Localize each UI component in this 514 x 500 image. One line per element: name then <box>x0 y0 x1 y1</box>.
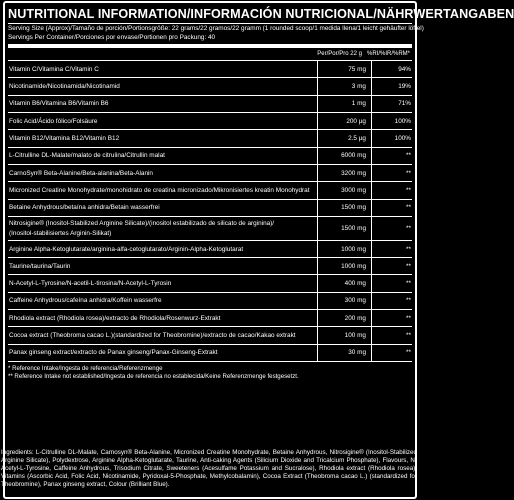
column-divider <box>371 148 372 164</box>
column-divider <box>371 310 372 326</box>
footnotes <box>8 365 412 381</box>
nutrient-name: Caffeine Anhydrous/cafeína anhidra/Koffein wasserfre <box>9 297 162 305</box>
nutrient-amount: 400 mg <box>344 280 366 288</box>
table-row <box>8 240 412 257</box>
nutrient-amount: 3 mg <box>351 83 366 91</box>
column-divider <box>317 327 318 343</box>
nutrient-name: Rhodiola extract (Rhodiola rosea)/extracto de Rhodiola/Rosenwurz-Extrakt <box>9 314 221 322</box>
column-divider <box>317 200 318 216</box>
column-divider <box>317 310 318 326</box>
nutrient-amount: 3200 mg <box>341 169 366 177</box>
table-row <box>8 181 412 198</box>
table-row <box>8 292 412 309</box>
table-row <box>8 129 412 146</box>
nutrient-name: N-Acetyl-L-Tyrosine/N-acetil-L-tirosina/N-Acetyl-L-Tyrosin <box>9 280 172 288</box>
column-divider <box>317 130 318 146</box>
nutrient-percent: ** <box>406 314 411 322</box>
nutrient-amount: 75 mg <box>348 65 366 73</box>
column-divider <box>371 293 372 309</box>
nutrient-table <box>8 60 412 361</box>
nutrient-name: Vitamin B12/Vitamina B12/Vitamin B12 <box>9 135 120 143</box>
nutrient-amount: 300 mg <box>344 297 366 305</box>
nutrient-percent: 19% <box>398 83 411 91</box>
column-divider <box>317 345 318 361</box>
nutrient-amount: 30 mg <box>348 349 366 357</box>
footnote-not-established: ** Reference Intake not established/Ingesta de referencia no establecida/Keine Referenzmenge festgesetzt. <box>8 373 299 381</box>
nutrient-amount: 100 mg <box>344 331 366 339</box>
column-divider <box>371 275 372 291</box>
nutrient-amount: 2.5 µg <box>348 135 366 143</box>
nutrient-percent: ** <box>406 169 411 177</box>
column-divider <box>371 96 372 112</box>
nutrient-name: Arginine Alpha-Ketoglutarate/arginina-alfa-cetoglutarato/Arginin-Alpha-Ketoglutarat <box>9 245 244 253</box>
column-divider <box>317 78 318 94</box>
column-divider <box>317 113 318 129</box>
column-divider <box>371 327 372 343</box>
nutrient-amount: 1500 mg <box>341 224 366 232</box>
column-divider <box>317 241 318 257</box>
nutrient-name: Vitamin C/Vitamina C/Vitamin C <box>9 65 99 73</box>
nutrient-percent: ** <box>406 204 411 212</box>
column-divider <box>317 96 318 112</box>
column-divider <box>371 78 372 94</box>
footnote-ri: * Reference Intake/Ingesta de referencia/Referenzmenge <box>8 364 163 372</box>
column-divider <box>317 293 318 309</box>
serving-size: Serving Size (Approx)/Tamaño de porción/Portionsgröße: 22 grams/22 gramos/22 gramm (1 rounded scoop/1 medida llena/1 leicht gehäufter löffel) <box>8 25 424 32</box>
per-portion-header: Per/Por/Pro 22 g <box>317 51 362 58</box>
nutrient-name: L-Citrulline DL-Malate/malato de citrulina/Citrullin malat <box>9 152 165 160</box>
thick-divider <box>8 44 412 48</box>
nutrient-amount: 3000 mg <box>341 186 366 194</box>
nutrient-name: Nitrosigine® (Inositol-Stabilized Arginine Silicate)/(inositol estabilizado de silicato de arginina)/ <box>9 219 275 227</box>
column-divider <box>317 182 318 198</box>
column-divider <box>371 345 372 361</box>
column-divider <box>317 148 318 164</box>
column-divider <box>371 61 372 77</box>
table-row <box>8 147 412 164</box>
nutrient-percent: 100% <box>394 135 411 143</box>
nutrient-name: Vitamin B6/Vitamina B6/Vitamin B6 <box>9 100 109 108</box>
table-row <box>8 199 412 216</box>
nutrient-name: Cocoa extract (Theobroma cacao L.)(standardized for Theobromine)/extracto de cacao/Kakao extrakt <box>9 331 296 339</box>
table-header <box>8 49 412 60</box>
table-row <box>8 77 412 94</box>
nutrient-percent: 71% <box>398 100 411 108</box>
nutrient-name: Taurine/taurina/Taurin <box>9 262 71 270</box>
column-divider <box>371 258 372 274</box>
table-bottom-rule <box>8 361 412 362</box>
table-row <box>8 60 412 77</box>
nutrient-percent: ** <box>406 152 411 160</box>
table-row <box>8 326 412 343</box>
divider <box>8 23 412 24</box>
nutrient-amount: 1000 mg <box>341 262 366 270</box>
nutrient-percent: ** <box>406 297 411 305</box>
nutrient-percent: ** <box>406 245 411 253</box>
nutrient-percent: ** <box>406 349 411 357</box>
nutrient-percent: 100% <box>394 117 411 125</box>
nutrient-name-continued: (Inositol-stabilisiertes Arginin-Silikat) <box>9 229 112 237</box>
table-row <box>8 112 412 129</box>
nutrient-percent: ** <box>406 224 411 232</box>
nutrient-amount: 1 mg <box>351 100 366 108</box>
table-row <box>8 164 412 181</box>
nutrition-panel <box>3 1 514 499</box>
nutrient-name: Micronized Creatine Monohydrate/monohidrato de creatina micronizado/Mikronisiertes kreatin Monohydrat <box>9 186 310 194</box>
column-divider <box>371 200 372 216</box>
nutrient-percent: ** <box>406 186 411 194</box>
table-row <box>8 274 412 291</box>
servings-per-container: Servings Per Container/Porciones por envase/Portionen pro Packung: 40 <box>8 33 216 41</box>
table-row <box>8 216 412 240</box>
table-row <box>8 95 412 112</box>
column-divider <box>317 61 318 77</box>
table-row <box>8 257 412 274</box>
nutrient-name: Panax ginseng extract/extracto de Panax ginseng/Panax-Ginseng-Extrakt <box>9 349 218 357</box>
panel-title: NUTRITIONAL INFORMATION/INFORMACIÓN NUTRICIONAL/NÄHRWERTANGABEN <box>8 7 514 21</box>
nutrient-percent: ** <box>406 280 411 288</box>
column-divider <box>317 275 318 291</box>
nutrient-name: Folic Acid/Ácido fólico/Folsäure <box>9 117 98 125</box>
nutrient-percent: ** <box>406 262 411 270</box>
column-divider <box>317 217 318 240</box>
nutrient-name: Betaine Anhydrous/betaína anhidra/Betain wasserfrei <box>9 204 160 212</box>
column-divider <box>371 113 372 129</box>
table-row <box>8 309 412 326</box>
column-divider <box>317 165 318 181</box>
column-divider <box>371 241 372 257</box>
nutrient-amount: 200 mg <box>344 314 366 322</box>
nutrient-percent: ** <box>406 331 411 339</box>
nutrient-amount: 6000 mg <box>341 152 366 160</box>
nutrient-name: Nicotinamide/Nicotinamida/Nicotinamid <box>9 83 120 91</box>
column-divider <box>371 217 372 240</box>
ingredients-text: Ingredients: L-Citrulline DL-Malate, Carnosyn® Beta-Alanine, Micronized Creatine Monohydrate, Betaine Anhydrous, Nitrosigine® (Inositol-Stabilized Arginine Silicate), Polydextrose, Arginine Alpha-Ketoglutarate, Taurine, Anti-caking Agents (Silicium Dioxide and Tricalcium Phosphate), Flavours, N-Acetyl-L-Tyrosine, Caffeine Anhydrous, Trisodium Citrate, Sweeteners (Acesulfame Potassium and Sucralose), Rhodiola extract (Rhodiola rosea), Vitamins (Ascorbic Acid, Folic Acid, Nicotinamide, Pyridoxal-5-Phosphate, Methylcobalamin), Cocoa Extract (Theobroma cacao L.) (standardized for Theobromine), Panax ginseng extract, Colour (Brilliant Blue). <box>1 449 417 489</box>
table-row <box>8 344 412 361</box>
column-divider <box>371 165 372 181</box>
nutrient-amount: 200 µg <box>346 117 366 125</box>
ri-header: %RI/%IR/%RM* <box>366 51 410 58</box>
nutrient-name: CarnoSyn® Beta-Alanine/Beta-alanina/Beta-Alanin <box>9 169 153 177</box>
nutrient-amount: 1500 mg <box>341 204 366 212</box>
column-divider <box>317 258 318 274</box>
column-divider <box>371 182 372 198</box>
nutrient-percent: 94% <box>398 65 411 73</box>
nutrient-amount: 1000 mg <box>341 245 366 253</box>
column-divider <box>371 130 372 146</box>
